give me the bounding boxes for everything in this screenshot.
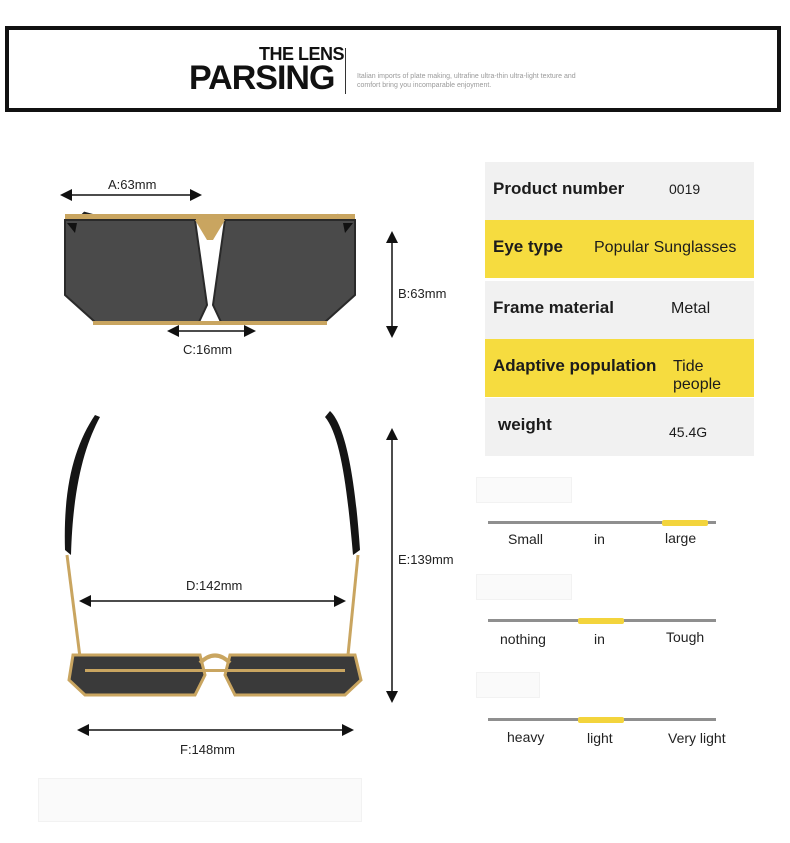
scale-1-heading-box (476, 477, 572, 503)
scale-2-marker (578, 618, 624, 624)
spec-value: 0019 (669, 181, 701, 197)
spec-row-adaptive-population (485, 339, 754, 397)
spec-key: Frame material (493, 298, 614, 317)
header-title-small: THE LENS (259, 44, 345, 64)
scale-2-label-left: nothing (500, 631, 546, 647)
scale-2-heading-box (476, 574, 572, 600)
measurement-e-label: E:139mm (398, 552, 454, 567)
header-description: Italian imports of plate making, ultrafine ultra-thin ultra-light texture and comfort bring you incomparable enjoyment. (357, 73, 576, 89)
spec-key: Eye type (493, 237, 563, 256)
scale-3-label-left: heavy (507, 729, 545, 745)
spec-row-eye-type (485, 220, 754, 278)
measurement-f-label: F:148mm (180, 742, 235, 757)
scale-2-label-right: Tough (666, 629, 705, 645)
scale-2-label-middle: in (594, 631, 605, 647)
measurement-d-label: D:142mm (186, 578, 243, 593)
measurement-b-label: B:63mm (398, 286, 447, 301)
measurement-a-label: A:63mm (108, 177, 157, 192)
scale-1-label-right: large (665, 530, 697, 546)
spec-value: Popular Sunglasses (594, 239, 737, 256)
spec-row-frame-material (485, 281, 754, 339)
scale-3-heading-box (476, 672, 540, 698)
measurement-c-label: C:16mm (183, 342, 233, 357)
scale-1-label-left: Small (508, 531, 544, 547)
spec-key: Adaptive population (493, 356, 657, 375)
scale-1-label-middle: in (594, 531, 605, 547)
scale-3-marker (578, 717, 624, 723)
spec-value: Tide people (673, 358, 722, 393)
spec-key: Product number (493, 179, 625, 198)
spec-value: Metal (671, 300, 711, 317)
spec-row-product-number (485, 162, 754, 220)
header-title-large: PARSING (189, 59, 335, 97)
scale-3-label-middle: light (587, 730, 613, 746)
spec-value: 45.4G (669, 424, 708, 440)
bottom-blank-box (38, 778, 362, 822)
scale-3-label-right: Very light (668, 730, 726, 746)
spec-row-weight (485, 398, 754, 456)
scale-1-marker (662, 520, 708, 526)
spec-key: weight (498, 415, 552, 434)
